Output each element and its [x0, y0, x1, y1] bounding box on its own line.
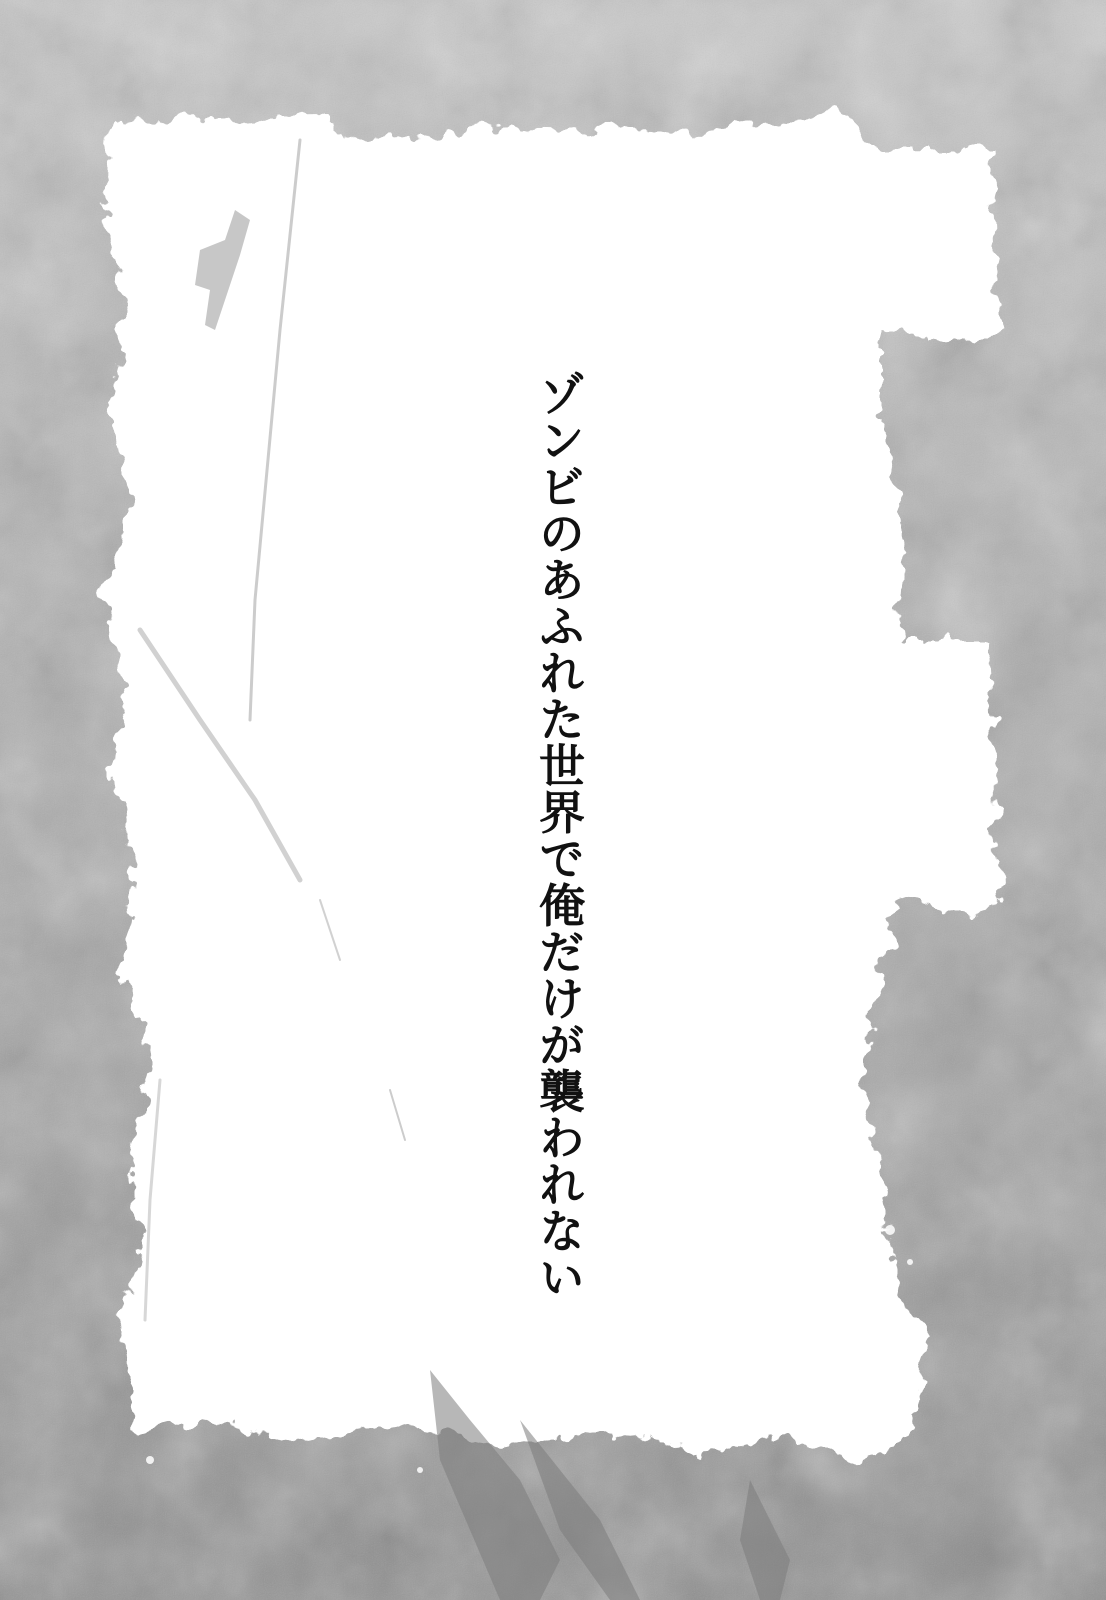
- book-title: ゾンビのあふれた世界で俺だけが襲われない: [532, 370, 586, 1300]
